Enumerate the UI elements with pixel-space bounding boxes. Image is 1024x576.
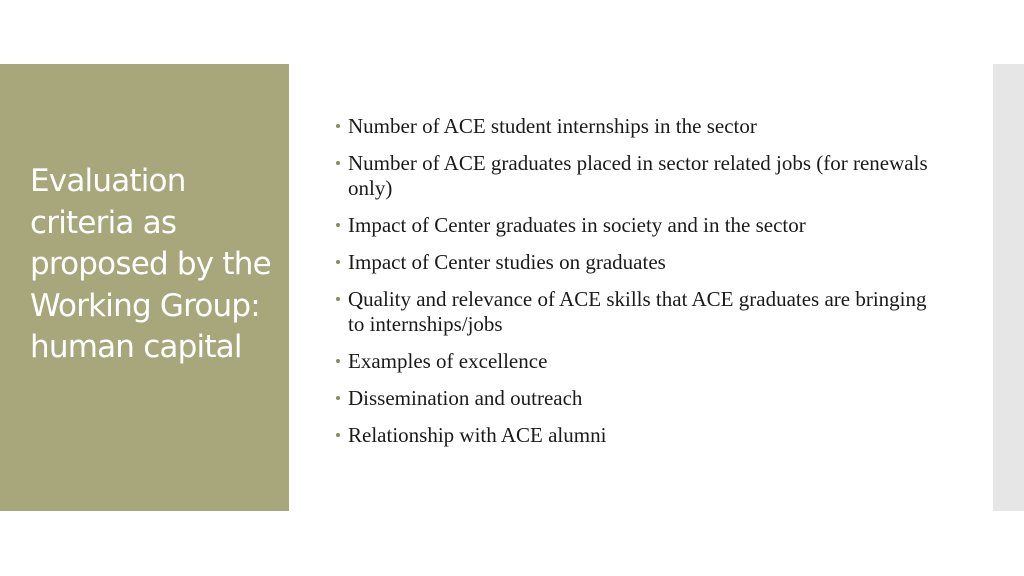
slide-title: Evaluation criteria as proposed by the Working Group: human capital [30,163,271,365]
bullet-list [336,114,936,460]
bullet-dot-icon [336,161,340,165]
bullet-dot-icon [336,297,340,301]
bullet-text: Impact of Center studies on graduates [348,250,666,274]
bullet-item [336,349,936,374]
bullet-item [336,423,936,448]
bullet-dot-icon [336,433,340,437]
bullet-item [336,287,936,337]
bullet-text: Examples of excellence [348,349,548,373]
bullet-text: Dissemination and outreach [348,386,583,410]
bullet-text: Number of ACE graduates placed in sector related jobs (for renewals only) [348,151,928,200]
bullet-dot-icon [336,260,340,264]
bullet-item [336,114,936,139]
bullet-text: Number of ACE student internships in the sector [348,114,757,138]
bullet-dot-icon [336,359,340,363]
bullet-dot-icon [336,396,340,400]
bullet-item [336,213,936,238]
bullet-text: Impact of Center graduates in society and in the sector [348,213,806,237]
bullet-text: Relationship with ACE alumni [348,423,607,447]
bullet-dot-icon [336,124,340,128]
bullet-text: Quality and relevance of ACE skills that ACE graduates are bringing to internships/jobs [348,287,927,336]
bullet-item [336,250,936,275]
bullet-item [336,386,936,411]
bullet-dot-icon [336,223,340,227]
side-accent-bar [993,64,1024,511]
bullet-item [336,151,936,201]
